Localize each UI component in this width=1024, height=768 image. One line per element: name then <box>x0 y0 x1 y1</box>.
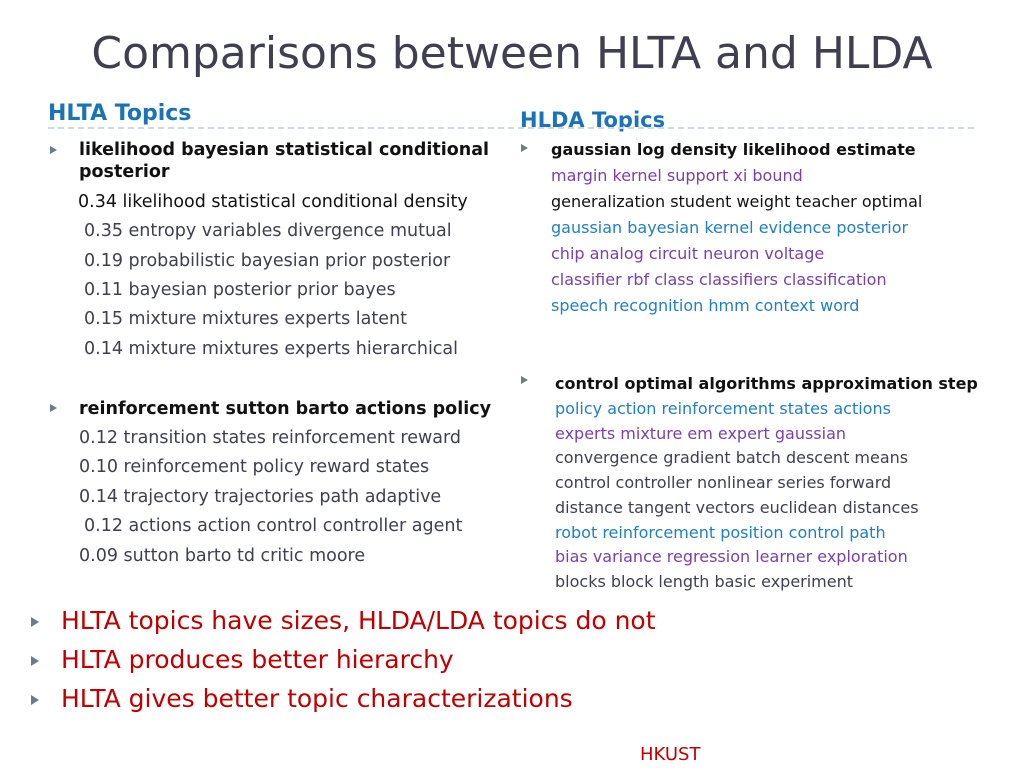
hlta-topic2-head: reinforcement sutton barto actions policy <box>79 399 491 419</box>
hlda-topic1-item: gaussian bayesian kernel evidence posterior <box>551 218 909 237</box>
hlta-topic1-item: 0.15 mixture mixtures experts latent <box>84 309 407 329</box>
hlta-topic2-item: 0.10 reinforcement policy reward states <box>79 457 430 477</box>
hlta-topic2-item: 0.12 actions action control controller agent <box>84 516 463 536</box>
hlda-topic1-item: generalization student weight teacher optimal <box>551 192 923 211</box>
hlta-topic1-item: 0.19 probabilistic bayesian prior posterior <box>84 251 451 271</box>
hlta-topic1-item: 0.35 entropy variables divergence mutual <box>84 221 452 241</box>
hlda-topic2-item: policy action reinforcement states actions <box>555 399 891 418</box>
bullet-icon <box>31 617 39 627</box>
hlda-topic2-item: robot reinforcement position control path <box>555 523 886 542</box>
bullet-icon <box>50 404 57 412</box>
hlda-heading: HLDA Topics <box>520 108 666 132</box>
hlta-topic1-item: 0.14 mixture mixtures experts hierarchical <box>84 339 459 359</box>
bullet-icon <box>31 656 39 666</box>
hlda-topic2-item: convergence gradient batch descent means <box>555 448 909 467</box>
hlda-topic2-item: blocks block length basic experiment <box>555 572 854 591</box>
hlta-topic1-item: 0.34 likelihood statistical conditional density <box>78 192 468 212</box>
hlta-topic2-item: 0.09 sutton barto td critic moore <box>79 546 366 566</box>
hlda-topic1-item: margin kernel support xi bound <box>551 166 803 185</box>
hlta-topic2-item: 0.12 transition states reinforcement reward <box>79 428 462 448</box>
hlda-topic2-item: experts mixture em expert gaussian <box>555 424 847 443</box>
bullet-icon <box>521 376 528 384</box>
heading-divider <box>48 127 974 129</box>
bullet-icon <box>521 144 528 152</box>
hlta-heading: HLTA Topics <box>48 101 192 126</box>
hlda-topic2-item: bias variance regression learner exploration <box>555 547 908 566</box>
hlda-topic1-item: classifier rbf class classifiers classification <box>551 270 887 289</box>
bullet-icon <box>50 146 57 154</box>
hlda-topic2-item: control controller nonlinear series forward <box>555 473 892 492</box>
hlta-topic1-head-cont: posterior <box>79 162 170 182</box>
hlda-topic1-item: speech recognition hmm context word <box>551 296 860 315</box>
hlda-topic2-head: control optimal algorithms approximation step <box>555 374 978 393</box>
hlda-topic1-head: gaussian log density likelihood estimate <box>551 140 916 159</box>
footer-label: HKUST <box>640 744 701 765</box>
hlda-topic2-item: distance tangent vectors euclidean distances <box>555 498 919 517</box>
slide-title: Comparisons between HLTA and HLDA <box>91 28 933 79</box>
bullet-icon <box>31 695 39 705</box>
conclusion-item: HLTA produces better hierarchy <box>61 645 454 674</box>
conclusion-item: HLTA topics have sizes, HLDA/LDA topics do not <box>61 606 656 635</box>
hlta-topic2-item: 0.14 trajectory trajectories path adaptive <box>79 487 442 507</box>
conclusion-item: HLTA gives better topic characterizations <box>61 684 573 713</box>
hlta-topic1-head: likelihood bayesian statistical conditional <box>79 140 490 160</box>
hlda-topic1-item: chip analog circuit neuron voltage <box>551 244 825 263</box>
hlta-topic1-item: 0.11 bayesian posterior prior bayes <box>84 280 396 300</box>
